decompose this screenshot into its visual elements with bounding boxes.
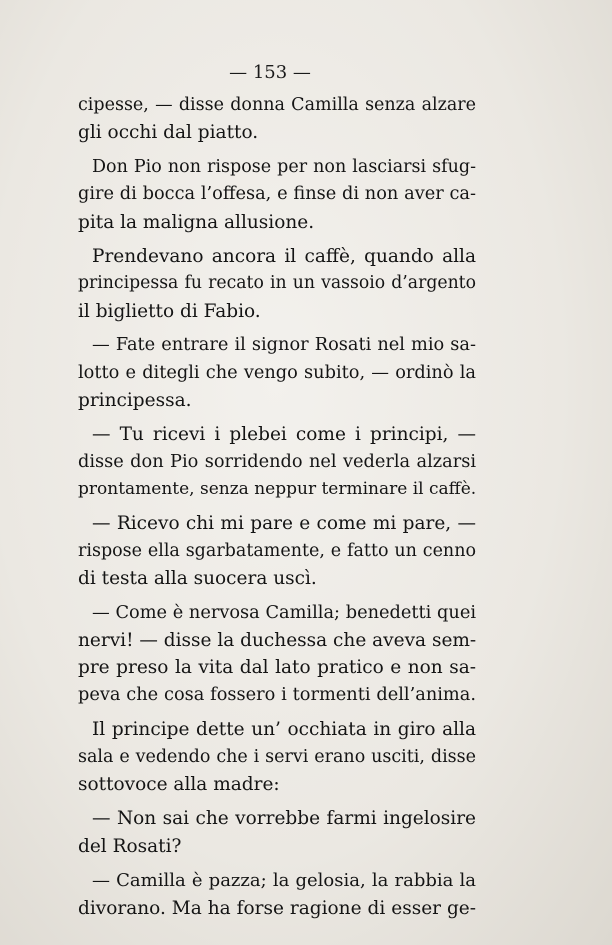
text-line: pre preso la vita dal lato pratico e non sa-	[78, 657, 476, 679]
text-line: cipesse, — disse donna Camilla senza alzare	[78, 95, 476, 115]
page-number: — 153 —	[229, 62, 311, 83]
text-line: Prendevano ancora il caffè, quando alla	[92, 245, 476, 267]
text-line: principessa.	[78, 389, 192, 411]
text-line: gli occhi dal piatto.	[78, 122, 259, 144]
text-line: disse don Pio sorridendo nel vederla alzarsi	[78, 451, 476, 472]
text-line: rispose ella sgarbatamente, e fatto un cenno	[78, 540, 476, 561]
paragraph	[78, 600, 476, 710]
text-line: sottovoce alla madre:	[78, 773, 280, 795]
paragraph	[78, 716, 476, 798]
text-line: — Ricevo chi mi pare e come mi pare, —	[92, 513, 476, 535]
paragraph	[78, 805, 476, 860]
text-line: il biglietto di Fabio.	[78, 300, 261, 322]
paragraph	[78, 867, 476, 922]
text-line: — Tu ricevi i plebei come i principi, —	[92, 424, 476, 446]
text-line: lotto e ditegli che vengo subito, — ordinò la	[78, 362, 476, 383]
body-text	[78, 92, 476, 929]
paragraph	[78, 332, 476, 414]
paragraph	[78, 154, 476, 236]
text-line: sala e vedendo che i servi erano usciti, disse	[78, 746, 476, 767]
paragraph	[78, 510, 476, 592]
text-line: Don Pio non rispose per non lasciarsi sfug-	[92, 156, 476, 177]
text-line: Il principe dette un’ occhiata in giro alla	[92, 719, 476, 741]
text-line: — Come è nervosa Camilla; benedetti quei	[92, 602, 476, 623]
text-line: di testa alla suocera uscì.	[78, 568, 317, 590]
paragraph	[78, 92, 476, 147]
text-line: peva che cosa fossero i tormenti dell’anima.	[78, 684, 476, 705]
text-line: — Camilla è pazza; la gelosia, la rabbia la	[92, 870, 476, 892]
text-line: nervi! — disse la duchessa che aveva sem-	[78, 630, 477, 652]
paragraph	[78, 243, 476, 325]
text-line: gire di bocca l’offesa, e finse di non aver ca-	[78, 184, 476, 205]
text-line: divorano. Ma ha forse ragione di esser ge-	[78, 897, 476, 919]
text-line: del Rosati?	[78, 835, 182, 857]
text-line: pita la maligna allusione.	[78, 211, 315, 233]
text-line: principessa fu recato in un vassoio d’argento	[78, 273, 476, 294]
text-line: prontamente, senza neppur terminare il caffè.	[78, 479, 477, 500]
text-line: — Fate entrare il signor Rosati nel mio sa-	[92, 335, 476, 356]
paragraph	[78, 421, 476, 503]
text-line: — Non sai che vorrebbe farmi ingelosire	[92, 808, 476, 830]
